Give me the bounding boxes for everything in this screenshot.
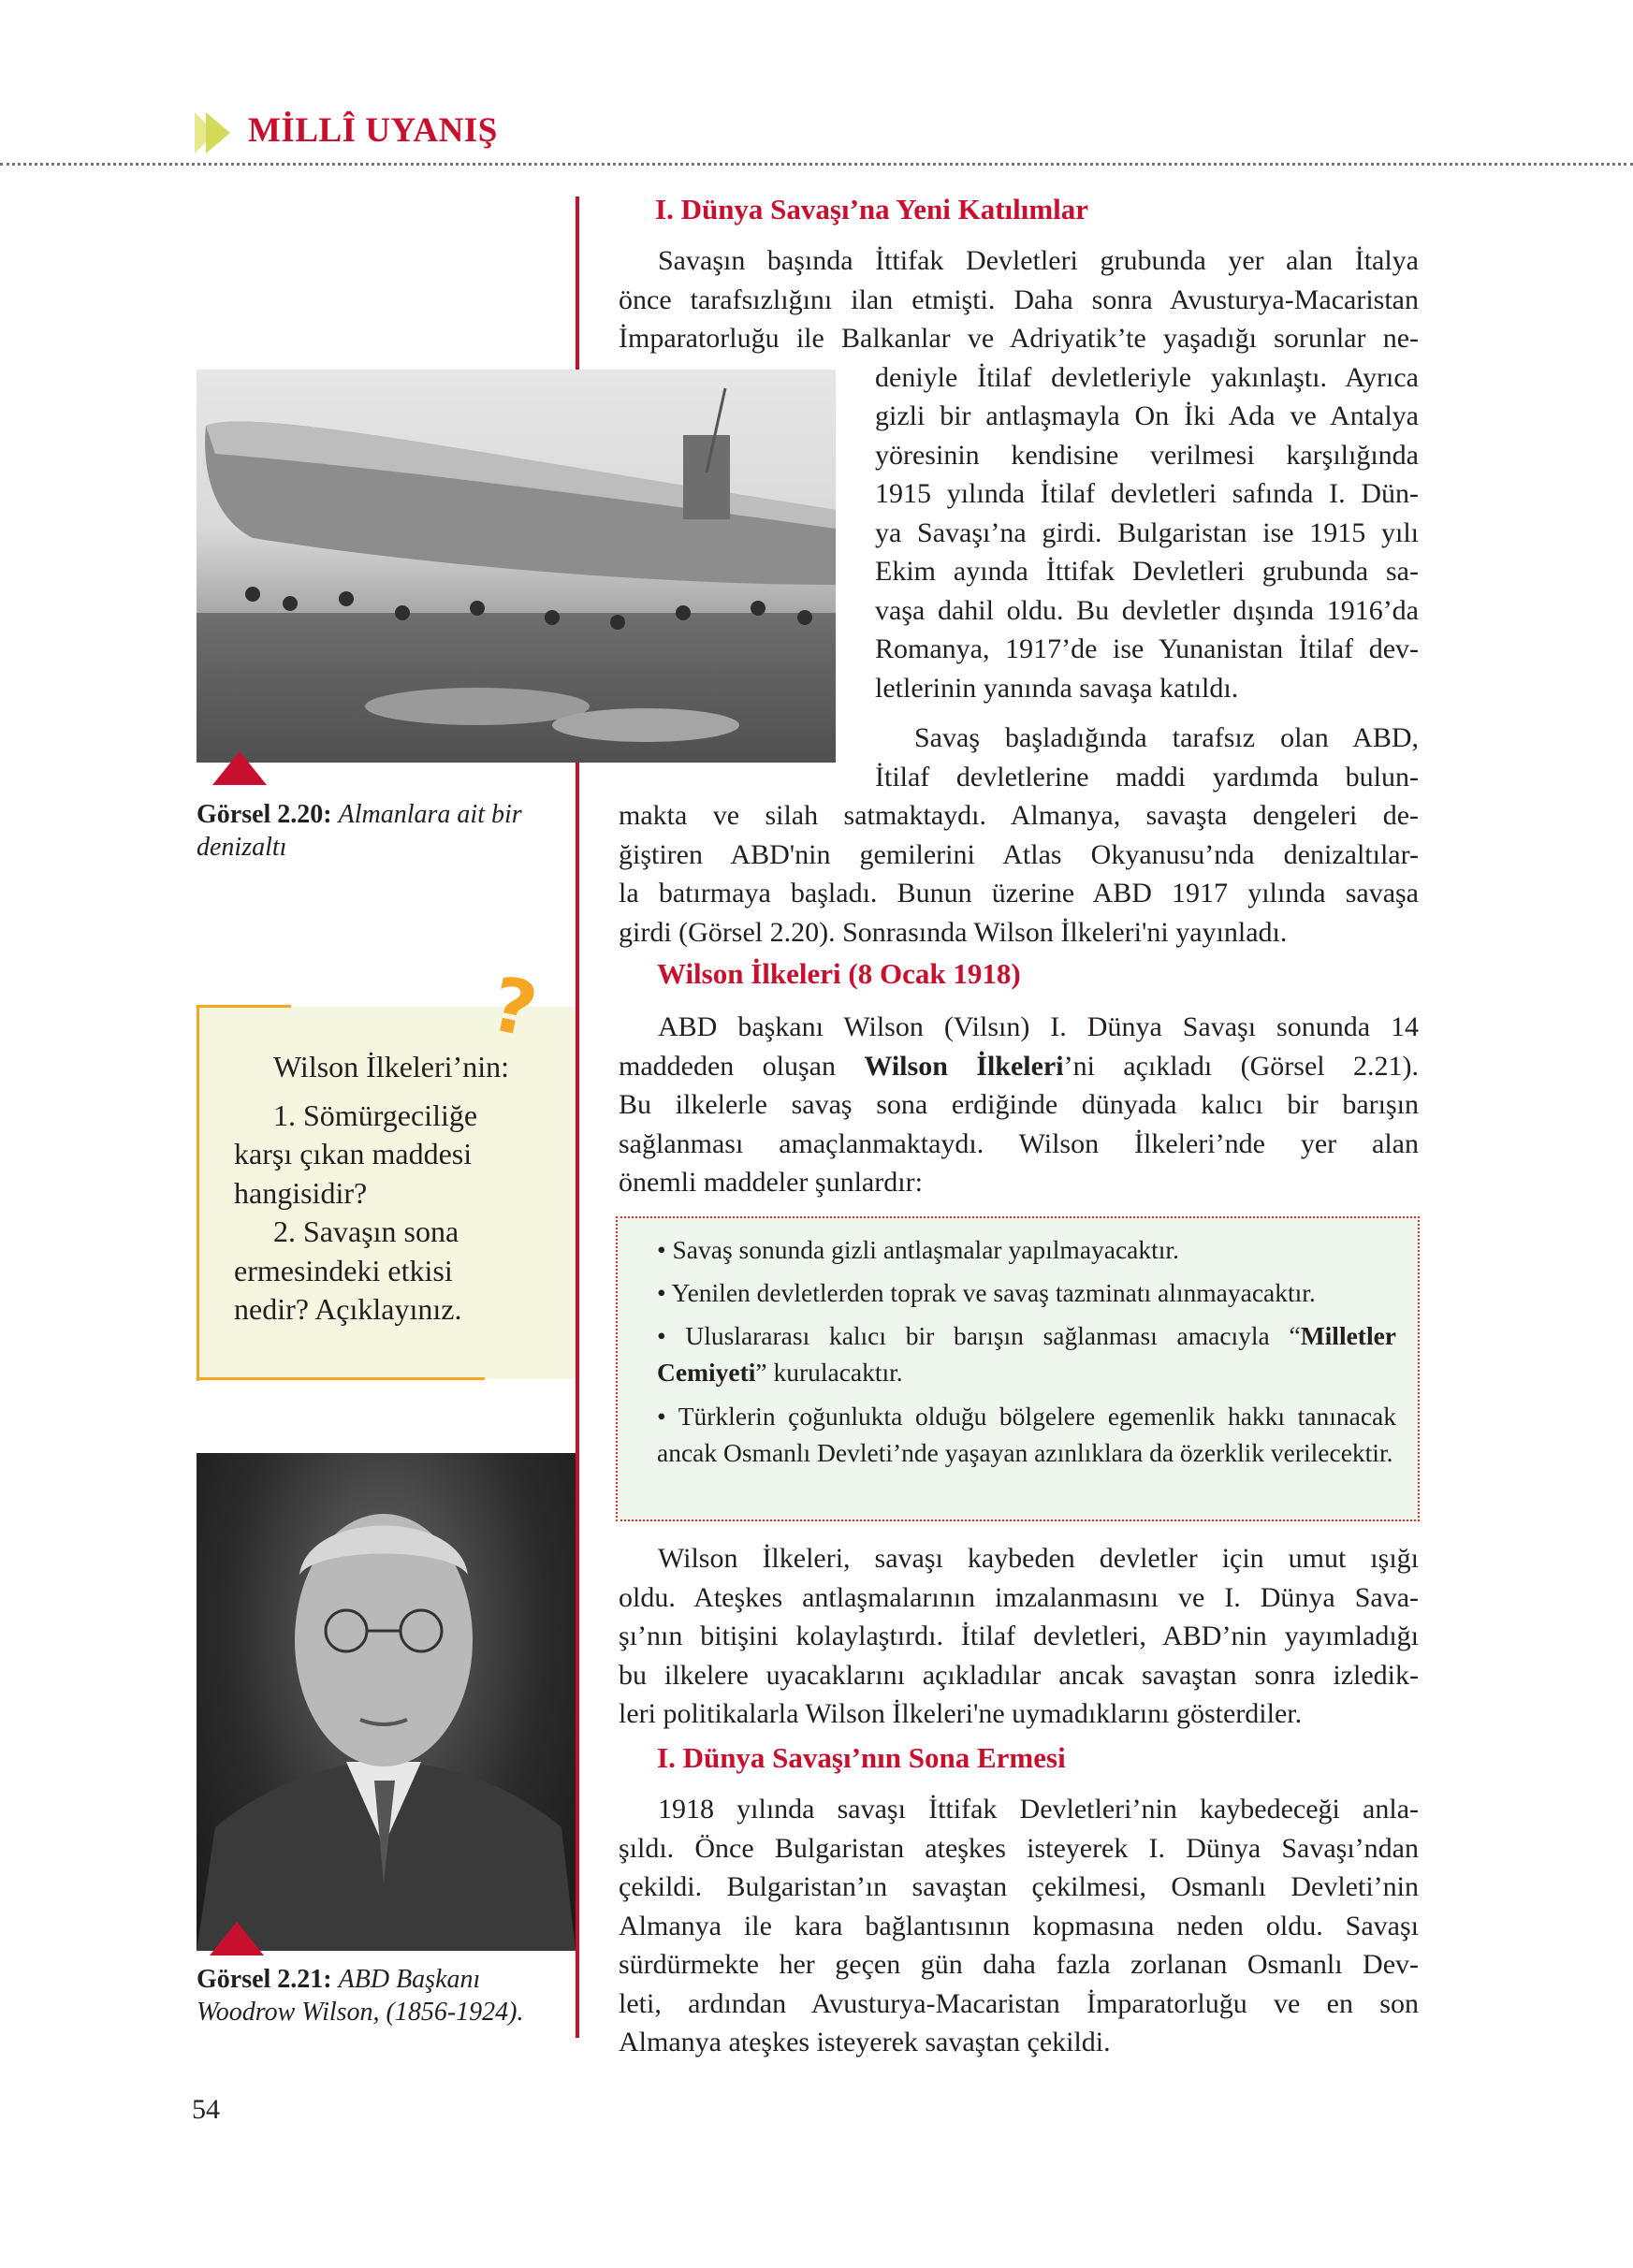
text-line: yöresinin kendisine verilmesi karşılığında	[875, 439, 1419, 471]
text-line: sürdürmekte her geçen gün daha fazla zorlanan Osmanlı Dev-	[619, 1949, 1419, 1980]
text-line: letlerinin yanında savaşa katıldı.	[875, 672, 1239, 704]
figure-label: Görsel 2.20:	[197, 800, 332, 829]
text-line: Ekim ayında İttifak Devletleri grubunda sa-	[875, 556, 1419, 587]
portrait-illustration	[197, 1453, 576, 1951]
question-box-border	[197, 1005, 199, 1381]
question-1: 1. Sömürgeciliğe	[273, 1098, 478, 1132]
principle-text: ” kurulacaktır.	[755, 1358, 903, 1387]
question-2: nedir? Açıklayınız.	[234, 1292, 462, 1326]
figure-caption-2-20	[197, 798, 571, 864]
text-line: ABD başkanı Wilson (Vilsın) I. Dünya Savaşı sonunda 14	[658, 1011, 1419, 1042]
figure-marker-icon	[212, 751, 267, 785]
submarine-illustration	[197, 370, 836, 763]
text-line: bu ilkelere uyacaklarını açıkladılar ancak savaştan sonra izledik-	[619, 1659, 1419, 1691]
text-line: leti, ardından Avusturya-Macaristan İmparatorluğu ve en son	[619, 1987, 1419, 2019]
question-text	[234, 1048, 561, 1330]
principle-item: • Türklerin çoğunlukta olduğu bölgelere egemenlik hakkı tanınacak ancak Osmanlı Devleti’nde yaşayan azınlıklara da özerklik verilecektir.	[657, 1402, 1396, 1467]
text-line: şı’nın bitişini kolaylaştırdı. İtilaf devletleri, ABD’nin yayımladığı	[619, 1621, 1419, 1651]
text-line: makta ve silah satmaktaydı. Almanya, savaşta dengeleri de-	[619, 800, 1419, 831]
text-fragment: maddeden oluşan	[619, 1050, 865, 1082]
principle-item: • Savaş sonunda gizli antlaşmalar yapılmayacaktır.	[657, 1235, 1179, 1264]
text-line: çekildi. Bulgaristan’ın savaştan çekilmesi, Osmanlı Devleti’nin	[619, 1871, 1419, 1902]
text-line: Bu ilkelerle savaş sona erdiğinde dünyada kalıcı bir barışın	[619, 1089, 1419, 1120]
text-line: 1918 yılında savaşı İttifak Devletleri’nin kaybedeceği anla-	[658, 1794, 1419, 1825]
chapter-title: MİLLÎ UYANIŞ	[248, 111, 498, 150]
text-line: İmparatorluğu ile Balkanlar ve Adriyatik’te yaşadığı sorunlar ne-	[619, 323, 1419, 354]
principles-box	[616, 1216, 1420, 1521]
text-line	[619, 1047, 1419, 1086]
question-box-border	[197, 1377, 485, 1380]
text-line: leri politikalarla Wilson İlkeleri'ne uymadıklarını gösterdiler.	[619, 1698, 1303, 1729]
text-fragment: ’ni açıkladı (Görsel 2.21).	[1063, 1050, 1419, 1082]
question-mark-icon: ?	[483, 960, 545, 1054]
figure-caption-text: Almanlara ait bir denizaltı	[197, 800, 522, 862]
paragraph-wilson-effect	[619, 1539, 1419, 1734]
text-line: 1915 yılında İtilaf devletleri safında I. Dün-	[875, 478, 1419, 509]
text-line: Wilson İlkeleri, savaşı kaybeden devletler için umut ışığı	[658, 1543, 1419, 1574]
principle-item	[657, 1317, 1396, 1390]
question-box-border	[197, 1005, 291, 1008]
principle-item: • Yenilen devletlerden toprak ve savaş tazminatı alınmayacaktır.	[657, 1278, 1316, 1307]
figure-caption-2-21	[197, 1963, 571, 2028]
question-1: karşı çıkan maddesi	[234, 1137, 473, 1170]
text-line: sağlanması amaçlanmaktaydı. Wilson İlkeleri’nde yer alan	[619, 1127, 1419, 1159]
text-line: girdi (Görsel 2.20). Sonrasında Wilson İlkeleri'ni yayınladı.	[619, 916, 1288, 948]
section-heading-new-participants: I. Dünya Savaşı’na Yeni Katılımlar	[655, 193, 1089, 225]
question-1: hangisidir?	[234, 1175, 368, 1210]
text-line: önemli maddeler şunlardır:	[619, 1167, 923, 1198]
page-number: 54	[192, 2094, 220, 2125]
text-line: Almanya ateşkes isteyerek savaştan çekildi.	[619, 2027, 1111, 2057]
text-line: Almanya ile kara bağlantısının kopmasına neden oldu. Savaşı	[619, 1910, 1419, 1941]
text-line: oldu. Ateşkes antlaşmalarının imzalanmasını ve I. Dünya Sava-	[619, 1581, 1419, 1613]
figure-marker-icon	[210, 1922, 264, 1955]
text-line: deniyle İtilaf devletleriyle yakınlaştı. Ayrıca	[875, 361, 1419, 393]
text-line: şıldı. Önce Bulgaristan ateşkes isteyerek I. Dünya Savaşı’ndan	[619, 1832, 1419, 1864]
text-line: Romanya, 1917’de ise Yunanistan İtilaf dev-	[875, 633, 1419, 664]
question-intro: Wilson İlkeleri’nin:	[273, 1050, 509, 1083]
text-line: vaşa dahil oldu. Bu devletler dışında 1916’da	[875, 594, 1419, 626]
figure-label: Görsel 2.21:	[197, 1965, 332, 1994]
text-line: İtilaf devletlerine maddi yardımda bulun-	[875, 761, 1419, 792]
bold-term: Wilson İlkeleri	[864, 1050, 1064, 1082]
text-line: la batırmaya başladı. Bunun üzerine ABD 1917 yılında savaşa	[619, 878, 1419, 909]
text-line: önce tarafsızlığını ilan etmişti. Daha sonra Avusturya-Macaristan	[619, 284, 1419, 315]
text-line: gizli bir antlaşmayla On İki Ada ve Antalya	[875, 400, 1419, 431]
section-heading-war-end: I. Dünya Savaşı’nın Sona Ermesi	[657, 1741, 1066, 1774]
principle-text: • Uluslararası kalıcı bir barışın sağlanması amacıyla “	[657, 1321, 1301, 1350]
wilson-portrait-photo	[197, 1453, 576, 1951]
chapter-arrow-icon	[195, 110, 241, 155]
section-heading-wilson-principles: Wilson İlkeleri (8 Ocak 1918)	[657, 957, 1021, 990]
figure-caption-text: ABD Başkanı Woodrow Wilson, (1856-1924).	[197, 1965, 524, 2027]
text-line: ğiştiren ABD'nin gemilerini Atlas Okyanusu’nda denizaltılar-	[619, 838, 1419, 870]
text-line: Savaş başladığında tarafsız olan ABD,	[914, 722, 1419, 753]
principle-bold-term: Milletler Cemiyeti	[657, 1321, 1396, 1387]
text-line: ya Savaşı’na girdi. Bulgaristan ise 1915 yılı	[875, 516, 1419, 548]
header-divider	[0, 163, 1633, 166]
submarine-photo	[197, 370, 836, 763]
paragraph-war-end	[619, 1790, 1419, 2062]
paragraph-wilson-intro	[619, 1008, 1419, 1202]
question-2: 2. Savaşın sona	[273, 1214, 459, 1248]
question-2: ermesindeki etkisi	[234, 1253, 453, 1287]
text-line: Savaşın başında İttifak Devletleri grubunda yer alan İtalya	[658, 245, 1419, 276]
